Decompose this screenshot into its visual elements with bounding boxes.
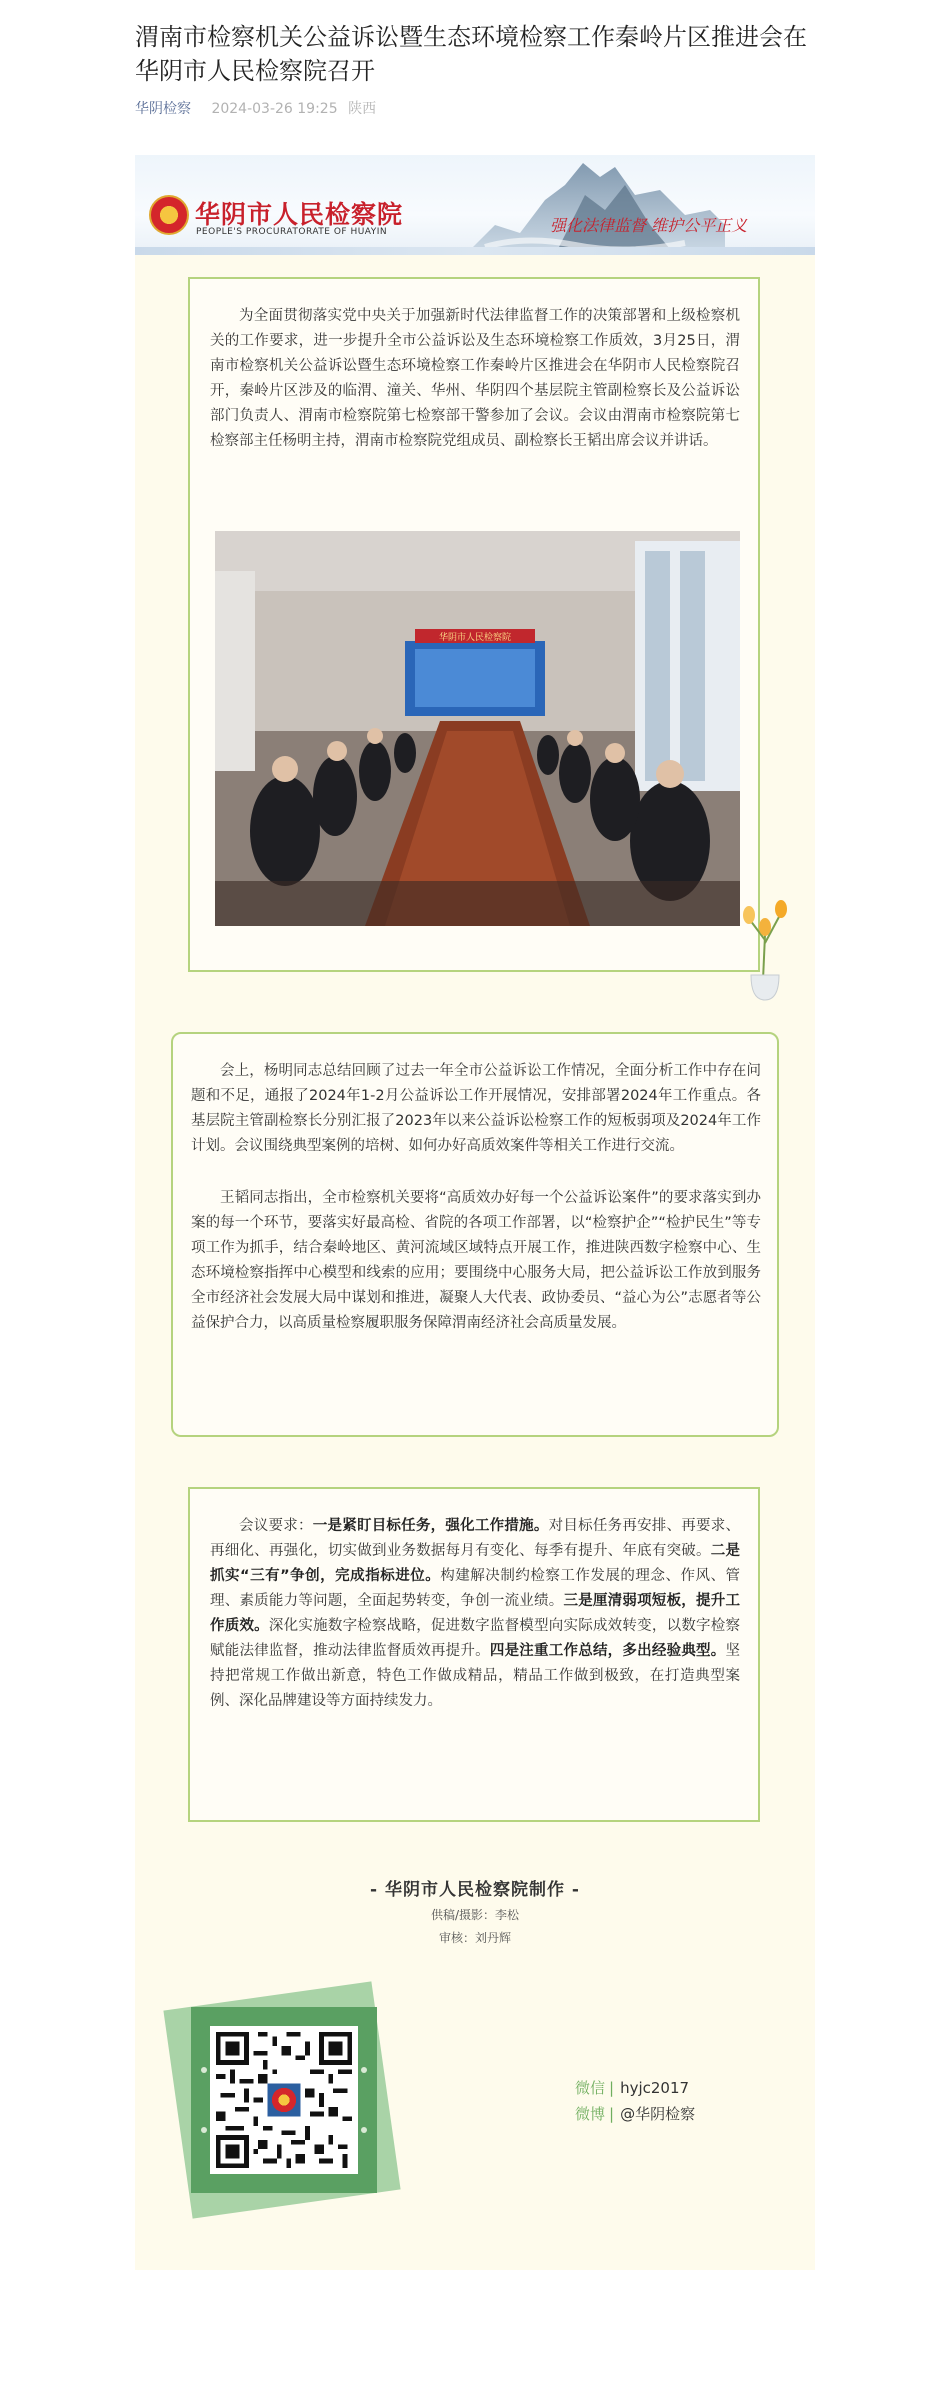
photo-banner-label: 华阴市人民检察院 [438, 633, 512, 643]
meeting-photo-illustration [215, 531, 740, 926]
mountain-illustration [465, 155, 725, 255]
banner-english-title: PEOPLE'S PROCURATORATE OF HUAYIN [196, 227, 388, 237]
tulip-vase-decoration [735, 895, 795, 1005]
producer-credit: - 华阴市人民检察院制作 - [370, 1880, 580, 1900]
requirement-1-text: 对目标任务再安排、再要求、再细化、再强化，切实做到业务数据每月有变化、每季有提升、年底有突破。 [210, 1518, 741, 1559]
social-accounts [575, 2075, 695, 2127]
account-name-link[interactable]: 华阴检察 [135, 101, 191, 117]
separator: | [609, 2079, 615, 2097]
weibo-row [575, 2101, 695, 2127]
requirements-intro: 会议要求： [239, 1518, 313, 1534]
requirements-paragraph [210, 1514, 740, 1714]
banner-stripe [135, 247, 815, 255]
requirement-2-text: 构建解决制约检察工作发展的理念、作风、管理、素质能力等问题，全面起势转变，争创一流业绩。 [210, 1568, 741, 1609]
separator: | [609, 2105, 615, 2123]
requirement-2-heading: 二是抓实“三有”争创，完成指标进位。 [210, 1543, 741, 1584]
requirement-1-heading: 一是紧盯目标任务，强化工作措施。 [312, 1518, 549, 1534]
frame-dot [361, 2127, 367, 2133]
national-emblem-icon [149, 195, 189, 235]
author-credit: 供稿/摄影：李松 [430, 1908, 520, 1922]
article-content [135, 155, 815, 2270]
requirement-3-heading: 三是厘清弱项短板，提升工作质效。 [210, 1593, 740, 1634]
requirement-4-heading: 四是注重工作总结，多出经验典型。 [489, 1643, 726, 1659]
frame-dot [201, 2127, 207, 2133]
summary-paragraph-2: 王韬同志指出，全市检察机关要将“高质效办好每一个公益诉讼案件”的要求落实到办案的每一个环节，要落实好最高检、省院的各项工作部署，以“检察护企”“检护民生”等专项工作为抓手，结合秦岭地区、黄河流域区域特点开展工作，推进陕西数字检察中心、生态环境检察指挥中心模型和线索的应用；要围绕中心服务大局，把公益诉讼工作放到服务全市经济社会发展大局中谋划和推进，凝聚人大代表、政协委员、“益心为公”志愿者等公益保护合力，以高质量检察履职服务保障渭南经济社会高质量发展。 [191, 1190, 761, 1331]
intro-paragraph: 为全面贯彻落实党中央关于加强新时代法律监督工作的决策部署和上级检察机关的工作要求，进一步提升全市公益诉讼及生态环境检察工作质效，3月25日，渭南市检察机关公益诉讼暨生态环境检察工作秦岭片区推进会在华阴市人民检察院召开，秦岭片区涉及的临渭、潼关、华州、华阴四个基层院主管副检察长及公益诉讼部门负责人、渭南市检察院第七检察部干警参加了会议。会议由渭南市检察院第七检察部主任杨明主持，渭南市检察院党组成员、副检察长王韬出席会议并讲话。 [210, 308, 740, 449]
summary-paragraph-1: 会上，杨明同志总结回顾了过去一年全市公益诉讼工作情况，全面分析工作中存在问题和不足，通报了2024年1-2月公益诉讼工作开展情况，安排部署2024年工作重点。各基层院主管副检察长分别汇报了2023年以来公益诉讼检察工作的短板弱项及2024年工作计划。会议围绕典型案例的培树、如何办好高质效案件等相关工作进行交流。 [191, 1063, 761, 1154]
requirement-4-text: 坚持把常规工作做出新意，特色工作做成精品，精品工作做到极致，在打造典型案例、深化品牌建设等方面持续发力。 [210, 1643, 740, 1709]
meeting-photo[interactable] [215, 531, 740, 926]
credits-block [135, 1875, 815, 1946]
article-header [135, 20, 815, 118]
section-meeting-summary [171, 1032, 779, 1437]
qr-code[interactable] [210, 2026, 358, 2174]
wechat-id: hyjc2017 [620, 2079, 690, 2097]
qr-code-image [216, 2032, 352, 2168]
publish-date: 2024-03-26 19:25 [211, 101, 338, 117]
section-intro [188, 277, 760, 972]
wechat-label: 微信 [575, 2079, 606, 2097]
section-meeting-requirements [188, 1487, 760, 1822]
weibo-label: 微博 [575, 2105, 606, 2123]
reviewer-credit: 审核：刘丹辉 [438, 1931, 511, 1945]
publish-location: 陕西 [348, 101, 377, 117]
article-meta [135, 98, 815, 118]
requirement-3-text: 深化实施数字检察战略，促进数字监督模型向实际成效转变，以数字检察赋能法律监督，推动法律监督质效再提升。 [210, 1618, 741, 1659]
procuratorate-banner [135, 155, 815, 255]
article-title: 渭南市检察机关公益诉讼暨生态环境检察工作秦岭片区推进会在华阴市人民检察院召开 [135, 23, 807, 85]
frame-dot [201, 2067, 207, 2073]
wechat-row [575, 2075, 695, 2101]
weibo-id: @华阴检察 [620, 2105, 696, 2123]
banner-slogan: 强化法律监督 维护公平正义 [550, 216, 748, 235]
frame-dot [361, 2067, 367, 2073]
banner-title: 华阴市人民检察院 [195, 200, 404, 229]
